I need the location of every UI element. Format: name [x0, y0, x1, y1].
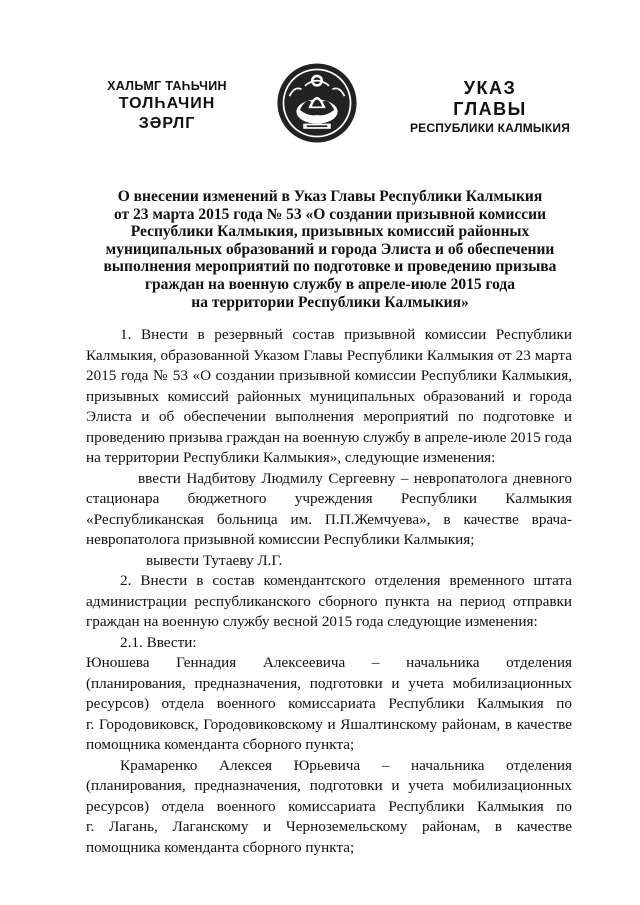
- body-line: 1. Внести в резервный состав призывной комиссии Республики: [120, 326, 572, 343]
- body-line: Калмыкия, образованной Указом Главы Республики Калмыкия от 23 марта: [86, 346, 572, 364]
- title-line: Республики Калмыкия, призывных комиссий районных: [130, 223, 530, 241]
- body-line: 2. Внести в состав комендантского отделения временного штата: [120, 572, 572, 589]
- header-kalmyk-block: [92, 78, 242, 134]
- body-line: ресурсов) отдела военного комиссариата Республики Калмыкия по: [86, 797, 572, 815]
- body-line: вывести Тутаеву Л.Г.: [146, 551, 283, 569]
- decree-body: [86, 325, 572, 858]
- body-line: помощника коменданта сборного пункта;: [86, 736, 355, 753]
- body-line: Юношева Геннадия Алексеевича – начальника отделения: [86, 654, 572, 671]
- header-glavy: ГЛАВЫ: [453, 99, 527, 119]
- header-ukaz: УКАЗ: [463, 78, 517, 98]
- header-kalmyk-line3: ЗӘРЛГ: [138, 115, 196, 132]
- body-line: на территории Республики Калмыкия», следующие изменения:: [86, 449, 496, 466]
- body-line: ввести Надбитову Людмилу Сергеевну – невропатолога дневного: [138, 469, 572, 487]
- body-line: г. Городовиковск, Городовиковскому и Яшалтинскому районам, в качестве: [86, 715, 572, 733]
- decree-title: [60, 188, 600, 311]
- body-line: помощника коменданта сборного пункта;: [86, 838, 355, 856]
- title-line: граждан на военную службу в апреле-июле 2015 года: [145, 275, 515, 293]
- body-line: призывных комиссий районных муниципальных образований и города: [86, 387, 572, 405]
- body-line: граждан на военную службу весной 2015 года следующие изменения:: [86, 613, 538, 630]
- body-line: Крамаренко Алексея Юрьевича – начальника отделения: [120, 756, 572, 774]
- body-line: г. Лагань, Лаганскому и Черноземельскому районам, в качестве: [86, 818, 572, 835]
- title-line: О внесении изменений в Указ Главы Республики Калмыкия: [117, 188, 543, 205]
- body-line: проведению призыва граждан на военную службу в апреле-июле 2015 года: [86, 428, 572, 446]
- title-line: от 23 марта 2015 года № 53 «О создании призывной комиссии: [113, 205, 547, 223]
- body-line: ресурсов) отдела военного комиссариата Республики Калмыкия по: [86, 695, 572, 712]
- body-line: (планирования, предназначения, подготовки и учета мобилизационных: [86, 674, 572, 692]
- header-russian-block: [400, 78, 580, 137]
- header-republic: РЕСПУБЛИКИ КАЛМЫКИЯ: [409, 121, 571, 135]
- title-line: выполнения мероприятий по подготовке и проведению призыва: [103, 258, 557, 276]
- header-kalmyk-line1: ХАЛЬМГ ТАҺЬЧИН: [107, 79, 227, 93]
- body-line: 2015 года № 53 «О создании призывной комиссии Республики Калмыкия,: [86, 367, 572, 384]
- body-line: Элиста и об обеспечении выполнения мероприятий по подготовке и: [86, 408, 572, 425]
- title-line: на территории Республики Калмыкия»: [191, 293, 469, 311]
- body-line: 2.1. Ввести:: [120, 633, 197, 651]
- body-line: «Республиканская больница им. П.П.Жемчуева», в качестве врача-: [86, 510, 572, 528]
- body-line: стационара бюджетного учреждения Республики Калмыкия: [86, 490, 572, 507]
- title-line: муниципальных образований и города Элиста и об обеспечении: [105, 240, 555, 258]
- body-line: (планирования, предназначения, подготовки и учета мобилизационных: [86, 777, 572, 794]
- kalmykia-coat-of-arms-icon: [274, 60, 360, 146]
- body-line: невропатолога призывной комиссии Республики Калмыкия;: [86, 531, 475, 548]
- body-line: администрации республиканского сборного пункта на период отправки: [86, 592, 572, 610]
- header-kalmyk-line2: ТОЛҺАЧИН: [118, 95, 216, 112]
